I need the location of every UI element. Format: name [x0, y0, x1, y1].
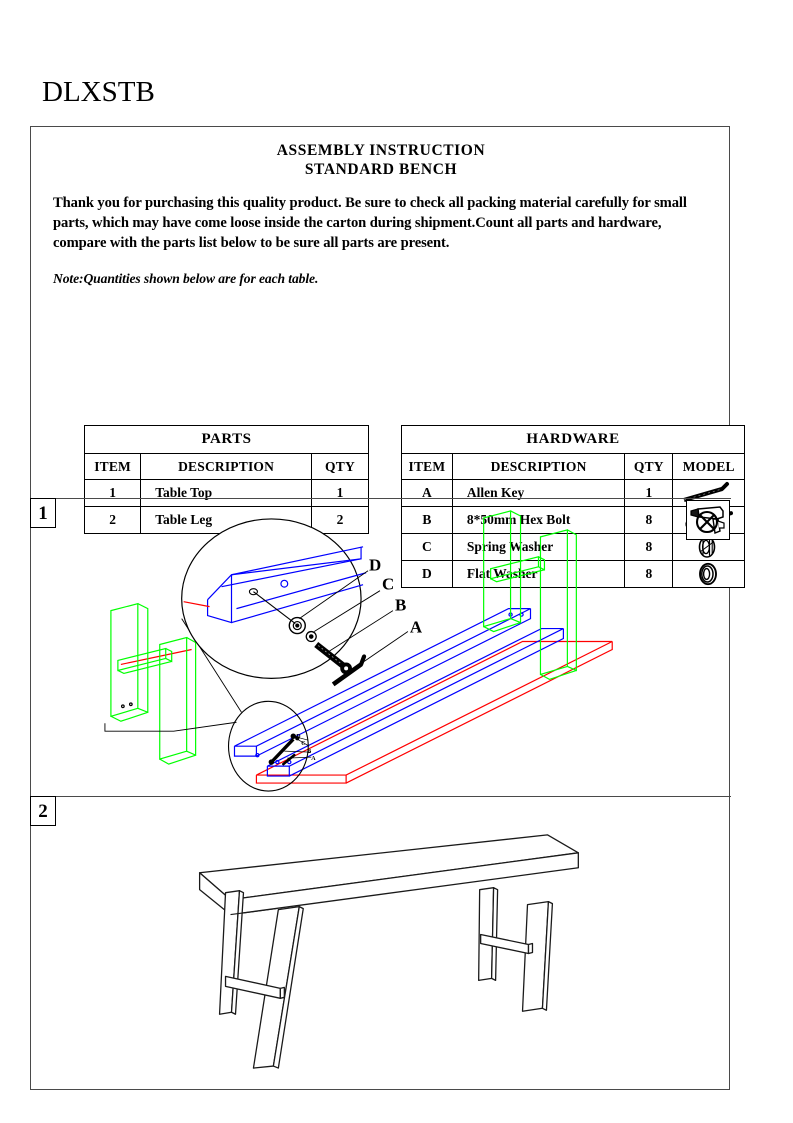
hardware-row-1-item: B: [402, 507, 453, 534]
assembly-instruction-heading: ASSEMBLY INSTRUCTION: [276, 142, 486, 159]
svg-text:B: B: [307, 749, 312, 756]
hardware-row-3-item: D: [402, 561, 453, 588]
hardware-header-row: [402, 454, 745, 480]
parts-row-1-item: 2: [85, 507, 141, 534]
step-2-number: 2: [30, 796, 56, 826]
hardware-row-2-qty: 8: [625, 534, 673, 561]
intro-paragraph: Thank you for purchasing this quality product. Be sure to check all packing material carefully for small parts, which may have come loose inside the carton during shipment.Count all parts and hardware, compare with the parts list below to be sure all parts are present.: [53, 195, 687, 251]
hardware-row-3-description: Flat Washer: [452, 561, 624, 588]
step-2-finished-bench-diagram: [31, 797, 731, 1089]
parts-caption-row: [85, 426, 369, 454]
step-2-panel: [31, 796, 731, 1089]
parts-row-0-qty: 1: [311, 480, 368, 507]
hardware-col-qty: QTY: [625, 454, 673, 480]
product-name-heading: STANDARD BENCH: [304, 161, 458, 178]
header-block: [31, 127, 731, 287]
callout-letter-a: A: [409, 617, 423, 637]
step-1-panel: [31, 498, 731, 796]
detail-magnified-bubble: [182, 519, 408, 684]
hardware-row-3-qty: 8: [625, 561, 673, 588]
hardware-caption-row: [402, 426, 745, 454]
hardware-col-description: DESCRIPTION: [452, 454, 624, 480]
hardware-row-2-item: C: [402, 534, 453, 561]
quantity-note: Note:Quantities shown below are for each table.: [53, 271, 319, 286]
step-1-number: 1: [30, 498, 56, 528]
callout-letter-d: D: [369, 555, 382, 575]
hardware-row-1-qty: 8: [625, 507, 673, 534]
svg-text:A: A: [311, 756, 316, 763]
parts-col-description: DESCRIPTION: [141, 454, 312, 480]
hardware-col-model: MODEL: [673, 454, 745, 480]
hardware-caption: HARDWARE: [402, 426, 745, 454]
parts-row-0-description: Table Top: [141, 480, 312, 507]
hardware-row-0-item: A: [402, 480, 453, 507]
parts-col-item: ITEM: [85, 454, 141, 480]
table-top-part: [121, 642, 612, 784]
parts-row-1-description: Table Leg: [141, 507, 312, 534]
hardware-row-1-description: 8*50mm Hex Bolt: [452, 507, 624, 534]
parts-header-row: [85, 454, 369, 480]
hardware-row-0-qty: 1: [625, 480, 673, 507]
svg-text:C: C: [301, 741, 306, 748]
leg-hole-leader-line: [105, 722, 237, 731]
callout-letter-b: B: [394, 595, 407, 615]
hardware-row-2-description: Spring Washer: [452, 534, 624, 561]
parts-caption: PARTS: [85, 426, 369, 454]
table-leg-left: [111, 604, 196, 764]
page-title: DLXSTB: [42, 76, 155, 108]
no-power-drill-icon: [686, 500, 730, 540]
instruction-sheet-frame: [30, 126, 735, 1090]
svg-text:D: D: [296, 734, 301, 741]
callout-letter-c: C: [381, 574, 395, 594]
hardware-row-0-description: Allen Key: [452, 480, 624, 507]
hardware-col-item: ITEM: [402, 454, 453, 480]
parts-row-1-qty: 2: [311, 507, 368, 534]
step-1-exploded-diagram: [31, 499, 731, 796]
parts-col-qty: QTY: [311, 454, 368, 480]
parts-row-0-item: 1: [85, 480, 141, 507]
